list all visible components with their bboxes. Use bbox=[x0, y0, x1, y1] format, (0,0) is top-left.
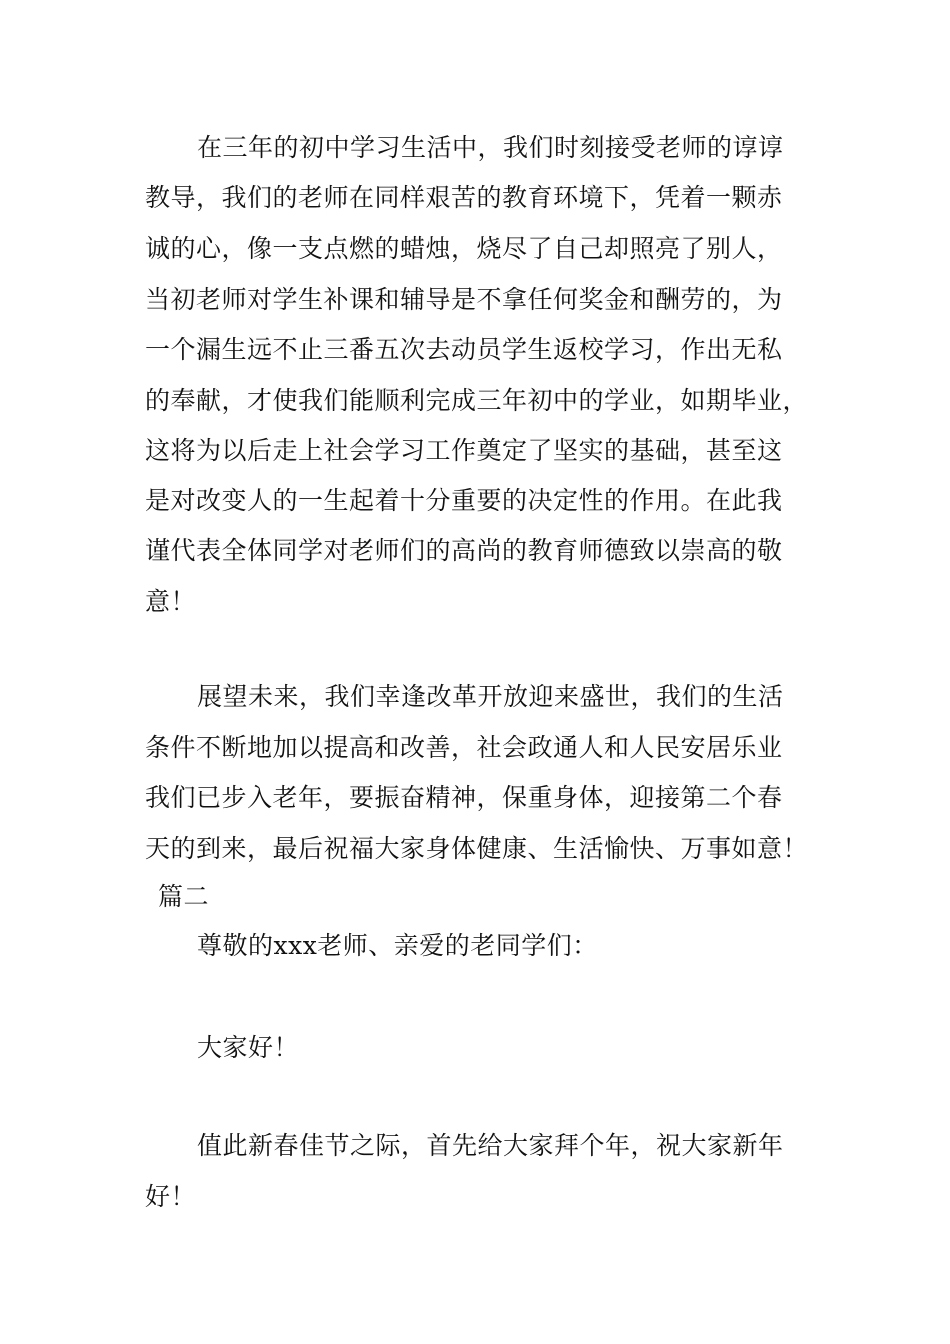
paragraph-line: 在三年的初中学习生活中，我们时刻接受老师的谆谆 bbox=[197, 133, 784, 162]
paragraph-line: 我们已步入老年，要振奋精神，保重身体，迎接第二个春 bbox=[145, 783, 783, 812]
paragraph-line: 值此新春佳节之际，首先给大家拜个年，祝大家新年 bbox=[197, 1131, 784, 1160]
paragraph-line: 条件不断地加以提高和改善，社会政通人和人民安居乐业 bbox=[145, 733, 783, 762]
paragraph-line: 好！ bbox=[145, 1182, 197, 1211]
paragraph-line: 谨代表全体同学对老师们的高尚的教育师德致以崇高的敬 bbox=[145, 536, 783, 565]
salutation: 尊敬的xxx老师、亲爱的老同学们： bbox=[197, 931, 598, 960]
greeting: 大家好！ bbox=[197, 1033, 300, 1062]
paragraph-line: 当初老师对学生补课和辅导是不拿任何奖金和酬劳的，为 bbox=[145, 285, 783, 314]
paragraph-line: 诚的心，像一支点燃的蜡烛，烧尽了自己却照亮了别人， bbox=[145, 234, 783, 263]
paragraph-line: 天的到来，最后祝福大家身体健康、生活愉快、万事如意！ bbox=[145, 834, 809, 863]
paragraph-line: 是对改变人的一生起着十分重要的决定性的作用。在此我 bbox=[145, 486, 783, 515]
paragraph-line: 一个漏生远不止三番五次去动员学生返校学习，作出无私 bbox=[145, 335, 783, 364]
paragraph-line: 这将为以后走上社会学习工作奠定了坚实的基础，甚至这 bbox=[145, 436, 783, 465]
section-heading: 篇二 bbox=[158, 882, 210, 911]
paragraph-line: 的奉献，才使我们能顺利完成三年初中的学业，如期毕业， bbox=[145, 386, 809, 415]
paragraph-line: 教导，我们的老师在同样艰苦的教育环境下，凭着一颗赤 bbox=[145, 183, 783, 212]
paragraph-line: 意！ bbox=[145, 587, 197, 616]
paragraph-line: 展望未来，我们幸逢改革开放迎来盛世，我们的生活 bbox=[197, 682, 784, 711]
